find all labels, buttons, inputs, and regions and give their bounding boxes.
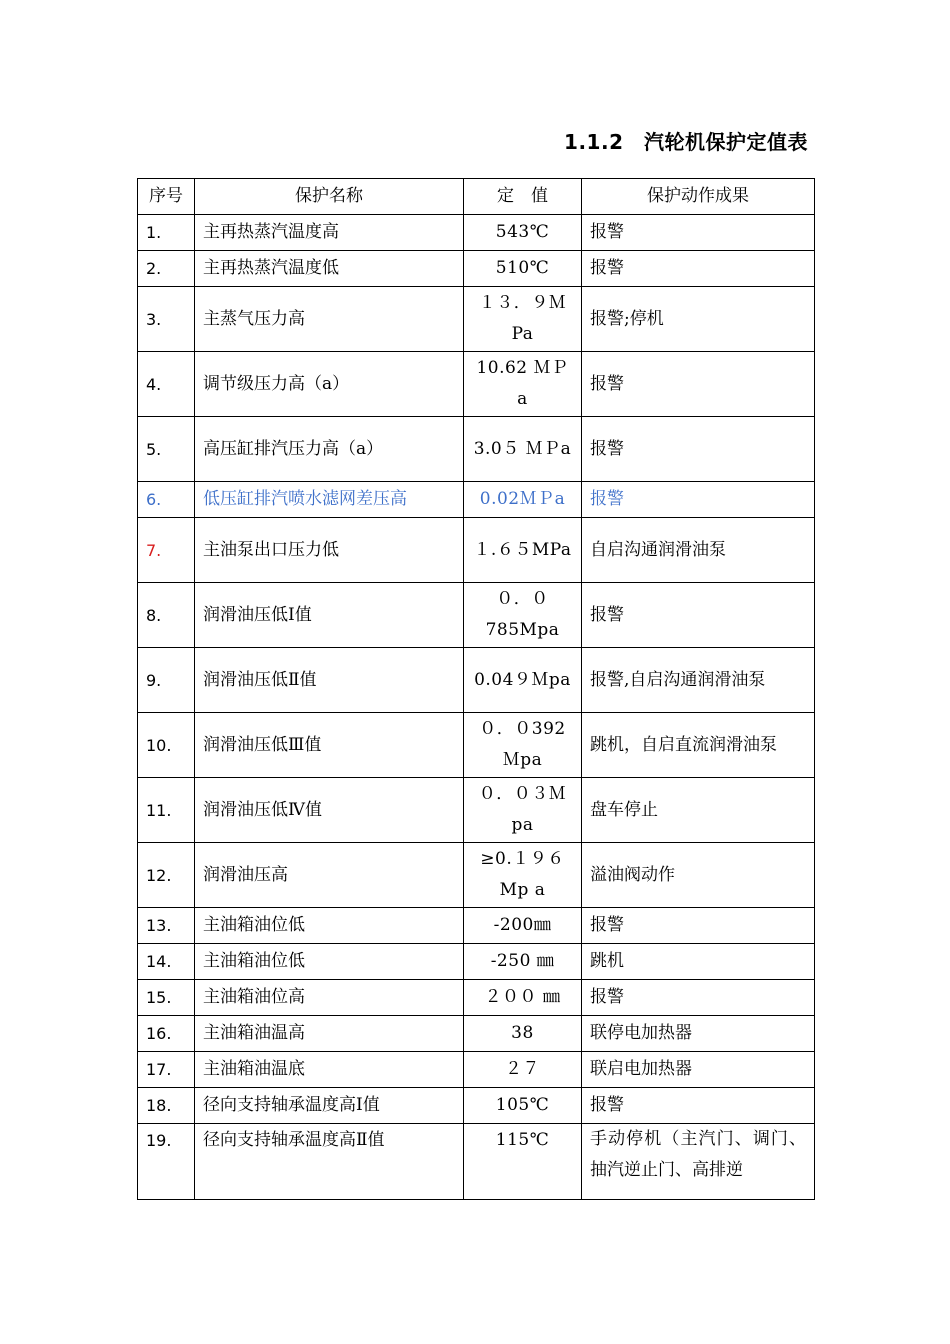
row-name: 径向支持轴承温度高Ⅱ值 — [195, 1124, 464, 1200]
row-value: １.６５MPa — [464, 518, 582, 583]
row-result: 报警 — [582, 215, 815, 251]
row-value: 3.0５ ＭＰa — [464, 417, 582, 482]
row-name: 主油箱油位高 — [195, 980, 464, 1016]
table-row — [138, 1124, 815, 1200]
protection-setpoint-table — [137, 178, 815, 1200]
row-result: 报警 — [582, 482, 815, 518]
row-no: 15. — [138, 980, 195, 1016]
row-value: 543℃ — [464, 215, 582, 251]
row-value: 0.04９Ｍpa — [464, 648, 582, 713]
row-no: 5. — [138, 417, 195, 482]
row-no: 8. — [138, 583, 195, 648]
row-value: 38 — [464, 1016, 582, 1052]
row-value: 115℃ — [464, 1124, 582, 1200]
table-row — [138, 843, 815, 908]
row-name: 主油泵出口压力低 — [195, 518, 464, 583]
row-no: 4. — [138, 352, 195, 417]
row-name: 高压缸排汽压力高（a） — [195, 417, 464, 482]
row-name: 润滑油压高 — [195, 843, 464, 908]
row-result: 手动停机（主汽门、调门、抽汽逆止门、高排逆 — [582, 1124, 815, 1200]
row-result: 报警,自启沟通润滑油泵 — [582, 648, 815, 713]
row-result: 报警 — [582, 417, 815, 482]
row-name: 润滑油压低Ⅱ值 — [195, 648, 464, 713]
row-name: 低压缸排汽喷水滤网差压高 — [195, 482, 464, 518]
table-row — [138, 215, 815, 251]
row-value: 10.62 ＭＰa — [464, 352, 582, 417]
row-result: 联启电加热器 — [582, 1052, 815, 1088]
row-name: 润滑油压低Ⅲ值 — [195, 713, 464, 778]
row-name: 润滑油压低Ⅰ值 — [195, 583, 464, 648]
table-row — [138, 1016, 815, 1052]
row-no: 19. — [138, 1124, 195, 1200]
row-result: 联停电加热器 — [582, 1016, 815, 1052]
row-value: １３．９ＭPa — [464, 287, 582, 352]
row-value: 0.02ＭＰa — [464, 482, 582, 518]
table-row — [138, 778, 815, 843]
row-no: 11. — [138, 778, 195, 843]
row-value: ０．０392Ｍpa — [464, 713, 582, 778]
row-no: 6. — [138, 482, 195, 518]
row-name: 主蒸气压力高 — [195, 287, 464, 352]
row-result: 自启沟通润滑油泵 — [582, 518, 815, 583]
row-value: ２００ ㎜ — [464, 980, 582, 1016]
row-value: ０．０785Mpa — [464, 583, 582, 648]
row-no: 12. — [138, 843, 195, 908]
table-row — [138, 944, 815, 980]
row-no: 7. — [138, 518, 195, 583]
table-header-row — [138, 179, 815, 215]
row-name: 主油箱油位低 — [195, 908, 464, 944]
row-value: 510℃ — [464, 251, 582, 287]
row-value: -250 ㎜ — [464, 944, 582, 980]
header-value: 定 值 — [464, 179, 582, 215]
row-name: 主再热蒸汽温度低 — [195, 251, 464, 287]
row-result: 盘车停止 — [582, 778, 815, 843]
row-result: 报警;停机 — [582, 287, 815, 352]
row-no: 3. — [138, 287, 195, 352]
table-row — [138, 417, 815, 482]
row-result: 报警 — [582, 1088, 815, 1124]
row-no: 16. — [138, 1016, 195, 1052]
row-no: 17. — [138, 1052, 195, 1088]
row-name: 主油箱油温底 — [195, 1052, 464, 1088]
row-name: 调节级压力高（a） — [195, 352, 464, 417]
header-name: 保护名称 — [195, 179, 464, 215]
table-row — [138, 482, 815, 518]
table-row — [138, 1088, 815, 1124]
row-no: 10. — [138, 713, 195, 778]
table-row — [138, 648, 815, 713]
row-value: -200㎜ — [464, 908, 582, 944]
header-result: 保护动作成果 — [582, 179, 815, 215]
table-row — [138, 287, 815, 352]
row-result: 报警 — [582, 583, 815, 648]
table-row — [138, 518, 815, 583]
row-no: 1. — [138, 215, 195, 251]
row-value: ２７ — [464, 1052, 582, 1088]
row-value: 105℃ — [464, 1088, 582, 1124]
table-row — [138, 713, 815, 778]
table-row — [138, 352, 815, 417]
row-no: 13. — [138, 908, 195, 944]
row-result: 溢油阀动作 — [582, 843, 815, 908]
section-title: 1.1.2 汽轮机保护定值表 — [564, 130, 808, 154]
table-row — [138, 1052, 815, 1088]
table-row — [138, 251, 815, 287]
row-name: 主油箱油温高 — [195, 1016, 464, 1052]
row-name: 润滑油压低Ⅳ值 — [195, 778, 464, 843]
row-result: 跳机，自启直流润滑油泵 — [582, 713, 815, 778]
row-no: 2. — [138, 251, 195, 287]
row-no: 14. — [138, 944, 195, 980]
row-result: 报警 — [582, 980, 815, 1016]
row-result: 报警 — [582, 908, 815, 944]
row-name: 主油箱油位低 — [195, 944, 464, 980]
row-result: 报警 — [582, 352, 815, 417]
row-value: ≥0.１９６Mp a — [464, 843, 582, 908]
row-no: 9. — [138, 648, 195, 713]
table-row — [138, 583, 815, 648]
header-no: 序号 — [138, 179, 195, 215]
table-row — [138, 980, 815, 1016]
row-result: 跳机 — [582, 944, 815, 980]
row-value: ０．０３Ｍpa — [464, 778, 582, 843]
row-result: 报警 — [582, 251, 815, 287]
row-name: 径向支持轴承温度高Ⅰ值 — [195, 1088, 464, 1124]
table-row — [138, 908, 815, 944]
row-name: 主再热蒸汽温度高 — [195, 215, 464, 251]
row-no: 18. — [138, 1088, 195, 1124]
